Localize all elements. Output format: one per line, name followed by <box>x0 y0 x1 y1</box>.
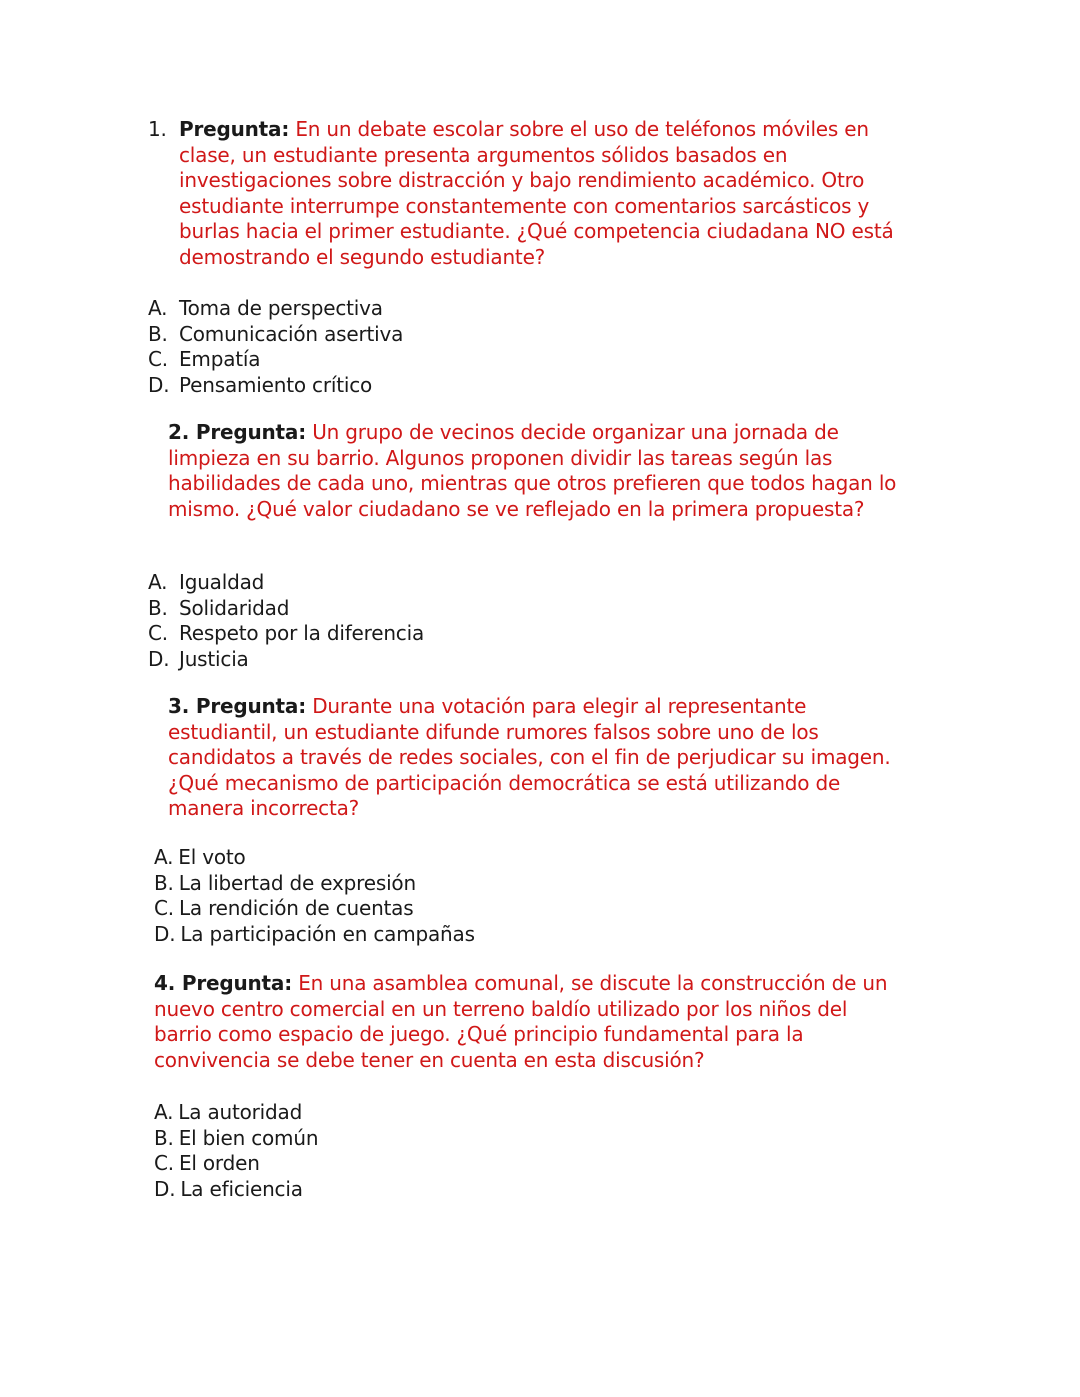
option-b <box>154 1126 318 1152</box>
question-4-options <box>154 1100 318 1202</box>
option-text: Empatía <box>179 347 261 371</box>
question-3-options <box>154 845 475 947</box>
option-a <box>148 296 403 322</box>
question-3-label: 3. Pregunta: <box>168 694 307 718</box>
option-text: Pensamiento crítico <box>179 372 373 397</box>
option-d <box>148 373 403 399</box>
option-key: D. <box>148 372 170 397</box>
option-text: Justicia <box>179 646 249 671</box>
option-b <box>148 596 424 622</box>
option-d <box>154 922 475 948</box>
question-1-text: En un debate escolar sobre el uso de teléfonos móviles en clase, un estudiante presenta argumentos sólidos basados en investigaciones sobre distracción y bajo rendimiento académico. Otro estudiante interrumpe constantemente con comentarios sarcásticos y burlas hacia el primer estudiante. ¿Qué competencia ciudadana NO está demostrando el segundo estudiante? <box>179 117 894 269</box>
option-key: A. <box>154 845 174 869</box>
option-text: La rendición de cuentas <box>178 896 414 920</box>
question-1-body <box>179 117 908 270</box>
option-c <box>154 896 475 922</box>
question-3 <box>168 694 908 822</box>
option-text: El orden <box>178 1151 260 1175</box>
question-4-text: En una asamblea comunal, se discute la construcción de un nuevo centro comercial en un terreno baldío utilizado por los niños del barrio como espacio de juego. ¿Qué principio fundamental para la convivencia se debe tener en cuenta en esta discusión? <box>154 971 888 1072</box>
question-2 <box>168 420 908 522</box>
option-a <box>154 1100 318 1126</box>
option-b <box>154 871 475 897</box>
option-key: B. <box>154 1125 174 1150</box>
question-3-text: Durante una votación para elegir al representante estudiantil, un estudiante difunde rumores falsos sobre uno de los candidatos a través de redes sociales, con el fin de perjudicar su imagen. ¿Qué mecanismo de participación democrática se está utilizando de manera incorrecta? <box>168 694 891 820</box>
question-1-number: 1. <box>148 117 167 141</box>
option-text: La autoridad <box>178 1100 303 1124</box>
question-1-options <box>148 296 403 398</box>
question-1 <box>148 117 908 270</box>
option-c <box>154 1151 318 1177</box>
option-key: D. <box>148 646 170 671</box>
option-key: C. <box>154 896 174 920</box>
option-c <box>148 621 424 647</box>
question-4-label: 4. Pregunta: <box>154 971 293 995</box>
option-text: Igualdad <box>179 570 265 594</box>
question-2-text: Un grupo de vecinos decide organizar una jornada de limpieza en su barrio. Algunos proponen dividir las tareas según las habilidades de cada uno, mientras que otros prefieren que todos hagan lo mismo. ¿Qué valor ciudadano se ve reflejado en la primera propuesta? <box>168 420 897 521</box>
option-key: C. <box>148 621 168 645</box>
option-d <box>154 1177 318 1203</box>
question-1-label: Pregunta: <box>179 117 290 141</box>
question-4 <box>154 971 909 1073</box>
option-text: El voto <box>178 845 246 869</box>
option-text: Respeto por la diferencia <box>179 621 425 645</box>
option-key: A. <box>148 570 168 594</box>
question-2-options <box>148 570 424 672</box>
option-key: D. <box>154 921 176 946</box>
option-key: B. <box>148 595 168 620</box>
option-key: B. <box>154 870 174 895</box>
option-key: A. <box>148 296 168 320</box>
option-text: Toma de perspectiva <box>179 296 383 320</box>
option-c <box>148 347 403 373</box>
option-key: D. <box>154 1176 176 1201</box>
option-d <box>148 647 424 673</box>
option-key: A. <box>154 1100 174 1124</box>
option-text: Solidaridad <box>179 595 290 620</box>
question-2-label: 2. Pregunta: <box>168 420 307 444</box>
option-key: B. <box>148 321 168 346</box>
option-a <box>154 845 475 871</box>
option-text: Comunicación asertiva <box>179 321 404 346</box>
option-a <box>148 570 424 596</box>
option-key: C. <box>148 347 168 371</box>
option-b <box>148 322 403 348</box>
option-text: El bien común <box>178 1125 319 1150</box>
option-text: La participación en campañas <box>180 921 475 946</box>
option-text: La libertad de expresión <box>178 870 416 895</box>
option-key: C. <box>154 1151 174 1175</box>
option-text: La eficiencia <box>180 1176 303 1201</box>
